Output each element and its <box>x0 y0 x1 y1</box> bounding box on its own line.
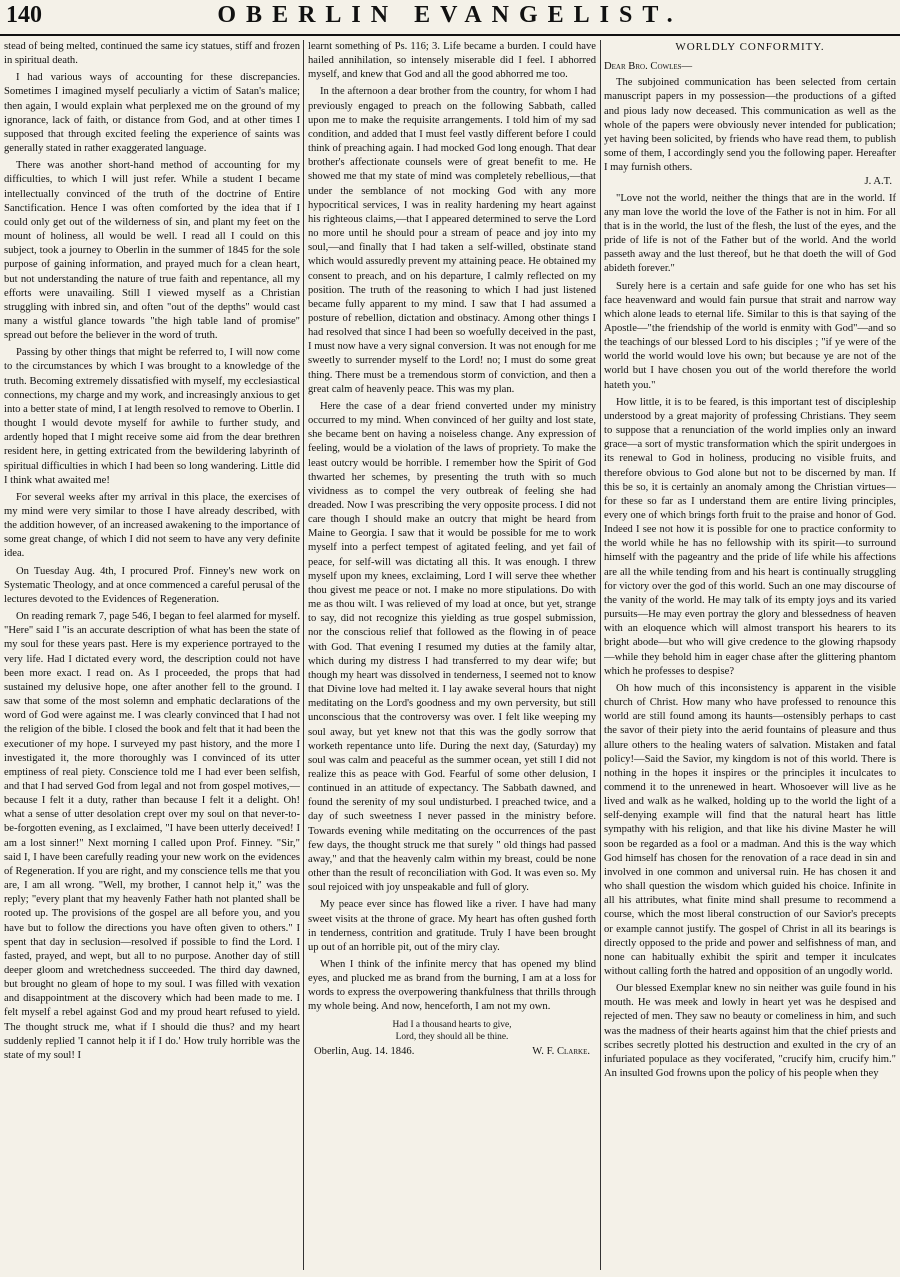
place-date: Oberlin, Aug. 14. 1846. <box>314 1045 415 1057</box>
paragraph: Oh how much of this inconsistency is apparent in the visible church of Christ. How many who have professed to renounce this world are still found among its haunts—ostensibly perhaps to cast the savor of their piety into the aerid fountains of pleasure and thus allure others to the healing waters of salvation. Mistaken and fatal policy!—Said the Savior, my kingdom is not of this world. There is nothing in the hopes it inspires or the principles it inculcates to commend it to the unrenewed in heart. Whosoever will live as he lived and walk as he walked, holding up to the world the light of a self-denying example will find that the natural heart has little sympathy with his religion, and that like his divine Master he will soon be regarded as a fool or a madman. And this is the way which God himself has chosen for the renovation of a race dead in sin and involved in one common and universal ruin. He has chosen it and who shall question the wisdom which guided his choice. Infinite in all his attributes, what finite mind shall presume to recommend a course, which the most liberal construction of our Savior's precepts or example cannot justify. The gospel of Christ in all its bearings is directly opposed to the pride and power and selfishness of man, and none can habitually exhibit the spirit and temper it inculcates without calling forth the hatred and opposition of an ungodly world. <box>604 682 896 977</box>
salutation: Dear Bro. Cowles— <box>604 61 693 73</box>
verse-couplet <box>308 1019 596 1043</box>
paragraph: My peace ever since has flowed like a river. I have had many sweet visits at the throne of grace. My heart has often gushed forth in tenderness, contrition and gratitude. Truly I have been brought up out of an horrible pit, out of the miry clay. <box>308 899 596 953</box>
editorial-intro: The subjoined communication has been selected from certain manuscript papers in my possession—the productions of a gifted and pious lady now deceased. This communication as well as the whole of the papers were obviously never intended for publication; yet having been solicited, by friends who have read them, to publish some of them, I accordingly send you the following paper. Hereafter I may furnish others. <box>604 77 896 174</box>
paragraph: Surely here is a certain and safe guide for one who has set his face heavenward and would fain pursue that strait and narrow way which alone leads to eternal life. Similar to this is that saying of the Apostle—"the friendship of the world is enmity with God"—and so the teachings of our blessed Lord to his disciples ; "if ye were of the world the world would love his own; but because ye are not of the world but I have chosen you out of the world therefore the world hateth you." <box>604 280 896 391</box>
editor-initials: J. A.T. <box>864 176 892 188</box>
paragraph: How little, it is to be feared, is this important test of discipleship understood by a great majority of professing Christians. They seem to suppose that a renunciation of the world implies only an inward grace—a sort of mystic transformation which the spirit undergoes in its renewal to God in holiness, producing no visible fruits, and therefore obvious to God alone but not to be discerned by man. If this be so, it is certainly an anomaly among the Christian virtues—for these so far as I understand them are entire living principles, every one of which brings forth fruit to the praise and honor of God. Indeed I see not how it is possible for one to practice conformity to the world while he has no fellowship with its spirit—to surround himself with the pageantry and the pride of life while his affections are all the while tending from and his heart is continually struggling for victory over the god of this world. Such an one may discourse of the vanity of the world. He may talk of its empty joys and its varied pursuits—He may even portray the glory and blessedness of heaven with an eloquence which will almost transport his hearers to its bright abode—but who will give credence to the glowing rhapsody—while they behold him in eager chase after the glittering phantom which he professes to despise? <box>604 396 896 677</box>
verse-line: Had I a thousand hearts to give, <box>392 1019 512 1030</box>
paragraph: Here the case of a dear friend converted under my ministry occurred to my mind. When convinced of her guilty and lost state, she became bent on having a noiseless change. Any expression of feeling, would be a violation of the laws of propriety. To make the least outcry would be horrible. I remember how the Spirit of God thwarted her schemes, by presenting the truth with so much vividness as to compel the very outbreak of feeling she had dreaded. Now I was prescribing the very opposite process. I did not care though I should make an outcry that might be heard from Maine to Georgia. I saw that it would be possible for me to work myself into a perfect tempest of agitated feeling, and yet fail of peace, for self-will was dictating all this. It was enough. I threw myself upon my knees, exclaiming, Lord I will serve thee whether thou givest me peace or not. I make no more stipulations. Do with me as thou wilt. I was relieved of my load at once, but yet, strange to say, did not recognize this yielding as true gospel submission, nor the conscious relief that followed as the flowing in of peace with God. That evening I resumed my duties at the family altar, which during my distress I had transferred to my dear wife; but though my heart was dissolved in tenderness, I seemed not to know that Divine love had melted it. I lay awake several hours that night meditating on the Lord's goodness and my own perversity, but still unconscious that the controversy was over. I felt like weeping my soul away, but yet knew not that this was the godly sorrow that worketh repentance unto life. During the next day, (Saturday) my soul was calm and peaceful as the summer ocean, yet still I did not realize this as peace with God. Fearful of some other delusion, I continued in an attitude of expectancy. The Sabbath dawned, and found the serenity of my soul undisturbed. I preached twice, and a day of such sweetness I never passed in the ministry before. Towards evening while meditating on the occurrences of the past few days, the thought struck me that surely " old things had passed away," and that the heavenly calm within my breast, could be none other than the result of reconciliation with God. It was even so. My soul rejoiced with joy unspeakable and full of glory. <box>308 400 596 894</box>
article-heading: WORLDLY CONFORMITY. <box>675 41 825 53</box>
letter-signoff <box>308 1045 596 1059</box>
paragraph: For several weeks after my arrival in this place, the exercises of my mind were very similar to those I have already described, with the addition however, of an increased awakening to the importance of some great change, of which I did not seem to have any very definite idea. <box>4 491 300 560</box>
paragraph: stead of being melted, continued the same icy statues, stiff and frozen in spiritual death. <box>4 41 300 67</box>
author-signature: W. F. Clarke. <box>532 1045 590 1057</box>
paragraph: I had various ways of accounting for these discrepancies. Sometimes I imagined myself peculiarly a victim of Satan's malice; then again, I would explain what perplexed me on the ground of my ignorance, lack of faith, or distance from God, and at other times I supposed that through excited feeling the experience of saints was generally stated in rather exaggerated language. <box>4 72 300 155</box>
paragraph: learnt something of Ps. 116; 3. Life became a burden. I could have hailed annihilation, so intensely miserable did I feel. I abhorred myself, and knew that God and all the good abhorred me too. <box>308 41 596 81</box>
paragraph: There was another short-hand method of accounting for my difficulties, to which I will just refer. While a student I became intellectually convinced of the truth of the doctrine of Entire Sanctification. Hence I was often comforted by the idea that if I could only get out of the wilderness of sin, and plant my feet on the mount of holiness, all would be well. I read all I could on this subject, took a journey to Oberlin in the summer of 1845 for the sole purpose of gaining information, and prayed much for a clean heart, but not understanding the nature of true faith and repentance, all my efforts were unavailing. Still I viewed myself as a Christian struggling with inbred sin, and often "out of the depths" would cast many a wistful glance towards "the high table land of promise" spread out before the believer in the word of truth. <box>4 160 300 342</box>
paragraph: Our blessed Exemplar knew no sin neither was guile found in his mouth. He was meek and lowly in heart yet was he despised and rejected of men. They saw no beauty or comeliness in him, and such was the madness of their hearts against him that the chief priests and scribes secretly plotted his destruction and exulted in the cry of an infuriated populace as they vociferated, "crucify him, crucify him." An insulted God frowns upon the policy of his people when they <box>604 983 896 1080</box>
column-3 <box>604 40 896 1272</box>
paragraph: On Tuesday Aug. 4th, I procured Prof. Finney's new work on Systematic Theology, and at once commenced a careful perusal of the lectures devoted to the Evidences of Regeneration. <box>4 565 300 605</box>
paragraph: When I think of the infinite mercy that has opened my blind eyes, and plucked me as brand from the burning, I am at a loss for words to express the overpowering thankfulness that thrills through my whole being. And now, henceforth, I am not my own. <box>308 959 596 1013</box>
column-2 <box>308 40 596 1272</box>
verse-line: Lord, they should all be thine. <box>395 1031 509 1042</box>
paragraph: On reading remark 7, page 546, I began to feel alarmed for myself. "Here" said I "is an accurate description of what has been the state of my soul for these years past. Here is my experience portrayed to the very life. Had I dictated every word, the description could not have been more exact. I read on. As I proceeded, the props that had sustained my delusive hope, one after another fell to the ground. I saw that some of the most solemn and emphatic declarations of the word of God were against me. I was clearly convinced that I had not the religion of the bible. I closed the book and felt that it had been the executioner of my hope. I surveyed my past history, and the more I investigated it, the more thoroughly was I convinced of its utter emptiness of real piety. Conscience told me I had ever been selfish, and that I had served God from legal and not from gospel motives,—because I felt it a duty, rather than because I felt it a delight. Oh! what a sense of utter desolation crept over my soul on that never-to-be-forgotten evening, as I exclaimed, "I have been utterly deceived! I am a lost sinner!" Next morning I called upon Prof. Finney. "Sir," said I, I have been carefully reading your new work on the evidences of Regeneration. If you are right, and my conscience tells me that you are, I am all wrong. "Well, my brother, I cannot help it," was the reply; "every plant that my heavenly Father hath not planted shall be rooted up. The provisions of the gospel are all before you, and you have but to follow the directions you have often given to others." I spent that day in seclusion—resolved if possible to find the Lord. I fasted, prayed, and wept, but all to no purpose. Another day of still deeper gloom and wretchedness succeeded. The third day dawned, but brought no gleam of hope to my soul. I was filled with vexation and disappointment at the discovery which had been made to me. I felt myself a rebel against God and my proud heart refused to yield. The thought struck me, what if I should die thus? and my heart suddenly replied 'I cannot help it if I do.' How truly horrible was the state of my soul! I <box>4 611 300 1061</box>
masthead <box>0 0 900 36</box>
column-divider <box>303 40 304 1270</box>
paragraph: In the afternoon a dear brother from the country, for whom I had previously engaged to preach on the following Sabbath, called upon me to make the requisite arrangements. I told him of my sad condition, and added that I must feel vastly different before I could think of preaching again. I had mocked God long enough. That dear brother's affectionate counsels were of great benefit to me. He showed me that my state of mind was completely rebellious,—that under the semblance of not mocking God with any more hypocritical services, I was in reality hardening my heart against his righteous claims,—that I appeared determined to serve the Lord no more until he should pour a stream of peace and joy into my soul,—and finally that I had taken a self-willed, obstinate stand which would assuredly prevent my attaining peace. He obtained my consent to preach, and on his departure, I calmly reflected on my position. The truth of the reasoning to which I had just listened became fully apparent to my mind. I saw that I had assumed a posture of rebellion, dictation and obstinacy. Among other things I had resolved that since I had been so woefully deceived in the past, I must now have a very signal conversion. It was not enough for me sweetly to surrender myself to the Lord! no; I must do some great thing. There must be a tremendous storm of conviction, and then a great calm of heavenly peace. This was my plan. <box>308 86 596 395</box>
paragraph: "Love not the world, neither the things that are in the world. If any man love the world the love of the Father is not in him. For all that is in the world, the lust of the flesh, the lust of the eyes, and the pride of life is not of the Father but of the world. And the world passeth away and the lust thereof, but he that doeth the will of God abideth forever." <box>604 192 896 275</box>
paragraph: Passing by other things that might be referred to, I will now come to the circumstances by which I was brought to a knowledge of the truth. Becoming extremely dissatisfied with myself, my ecclesiastical connections, my charge and my work, and increasingly anxious to get into a better state of mind, I at length resolved to remove to Oberlin. I thought I would devote myself for awhile to further study, and ardently hoped that I might receive some aid from the dear brethren resident here, in getting extricated from the bewildering labyrinth of spiritual difficulties in which I had been so long wandering. Little did I think what awaited me! <box>4 347 300 486</box>
page-number: 140 <box>6 2 42 28</box>
newspaper-title: OBERLIN EVANGELIST. <box>217 2 683 28</box>
column-1 <box>4 40 300 1272</box>
column-divider <box>600 40 601 1270</box>
